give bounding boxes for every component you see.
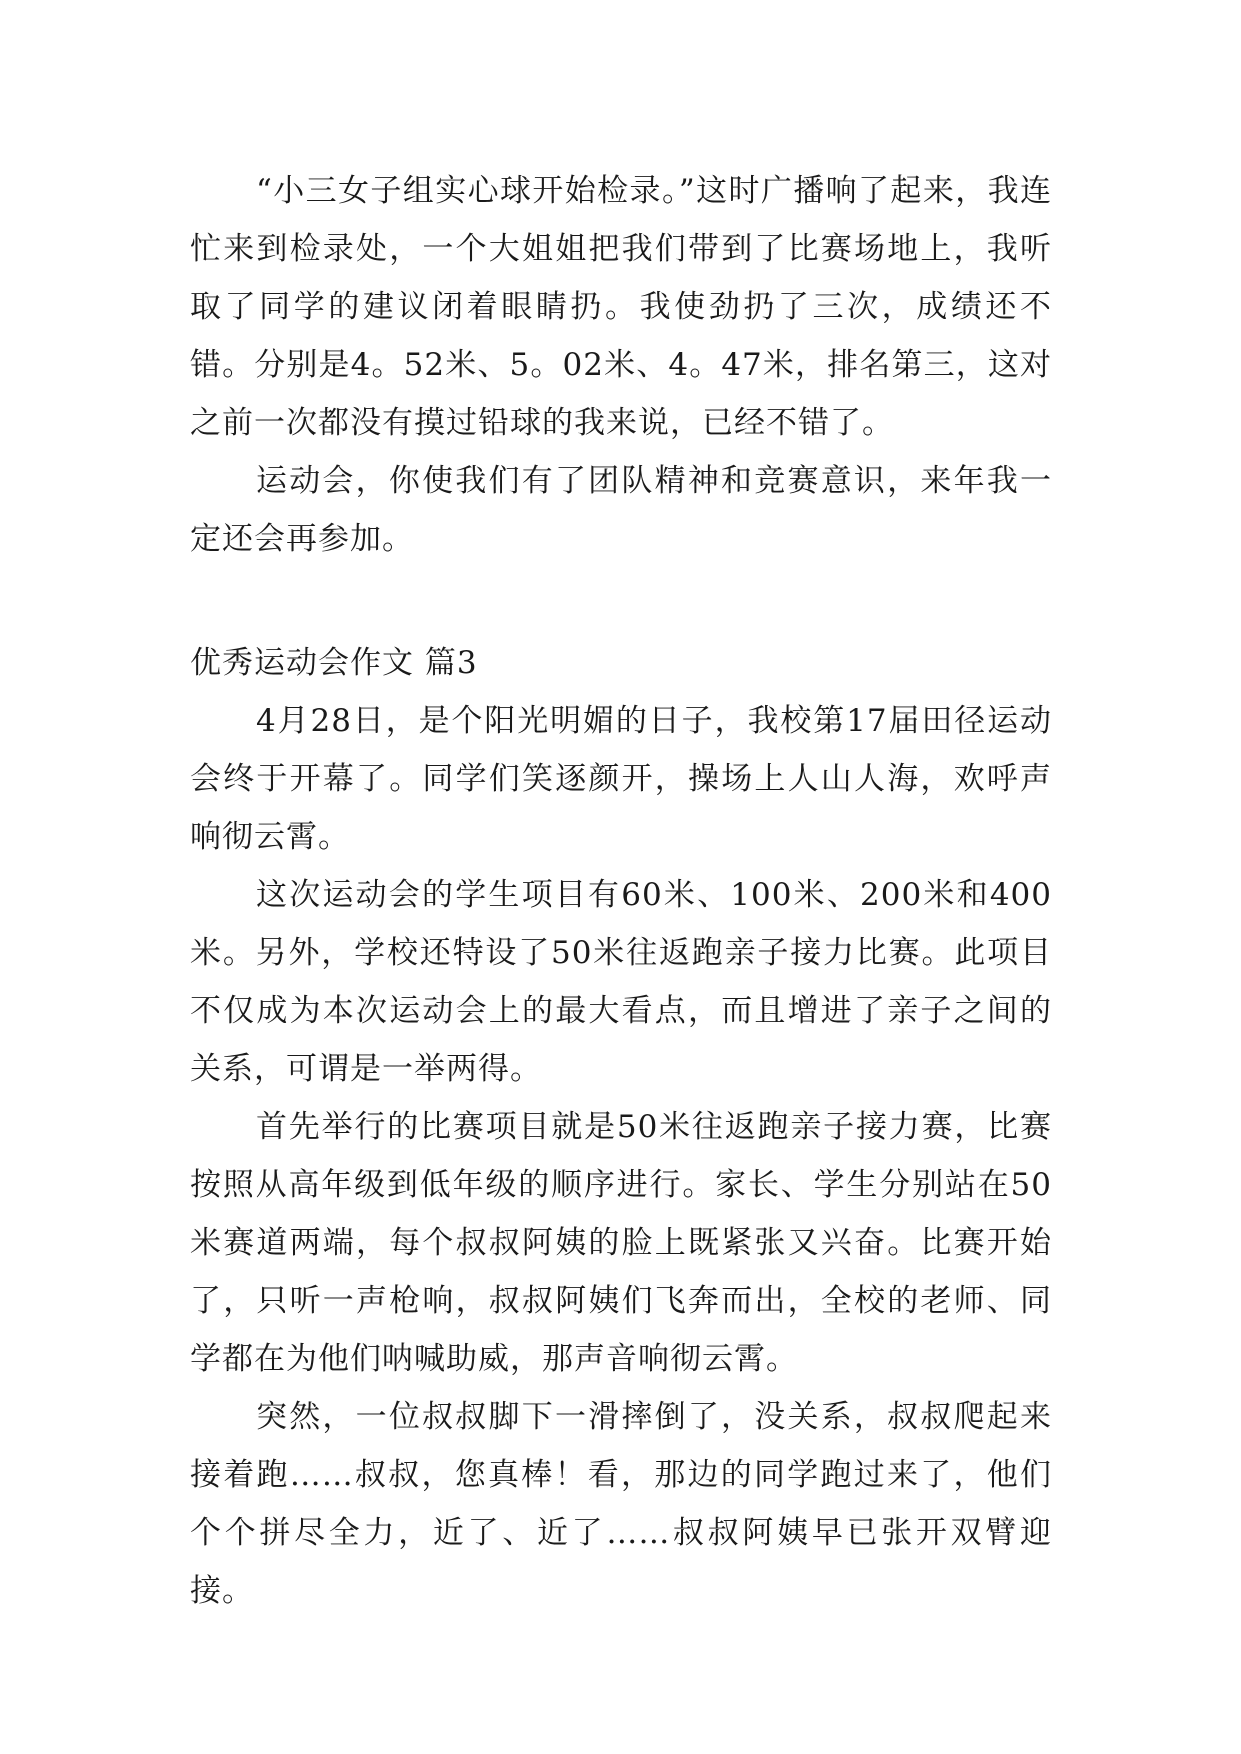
document-body (190, 162, 1052, 1620)
paragraph: 首先举行的比赛项目就是50米往返跑亲子接力赛，比赛按照从高年级到低年级的顺序进行。家长、学生分别站在50米赛道两端，每个叔叔阿姨的脸上既紧张又兴奋。比赛开始了，只听一声枪响，叔叔阿姨们飞奔而出，全校的老师、同学都在为他们呐喊助威，那声音响彻云霄。 (190, 1109, 1052, 1377)
paragraph: 4月28日，是个阳光明媚的日子，我校第17届田径运动会终于开幕了。同学们笑逐颜开，操场上人山人海，欢呼声响彻云霄。 (190, 703, 1052, 855)
section-heading: 优秀运动会作文 篇3 (190, 645, 478, 681)
paragraph: 运动会，你使我们有了团队精神和竞赛意识，来年我一定还会再参加。 (190, 463, 1052, 557)
paragraph: 突然，一位叔叔脚下一滑摔倒了，没关系，叔叔爬起来接着跑……叔叔，您真棒！看，那边的同学跑过来了，他们个个拼尽全力，近了、近了……叔叔阿姨早已张开双臂迎接。 (190, 1399, 1052, 1609)
paragraph: “小三女子组实心球开始检录。”这时广播响了起来，我连忙来到检录处，一个大姐姐把我们带到了比赛场地上，我听取了同学的建议闭着眼睛扔。我使劲扔了三次，成绩还不错。分别是4。52米、5。02米、4。47米，排名第三，这对之前一次都没有摸过铅球的我来说，已经不错了。 (190, 173, 1052, 441)
paragraph: 这次运动会的学生项目有60米、100米、200米和400米。另外，学校还特设了50米往返跑亲子接力比赛。此项目不仅成为本次运动会上的最大看点，而且增进了亲子之间的关系，可谓是一举两得。 (190, 877, 1052, 1087)
